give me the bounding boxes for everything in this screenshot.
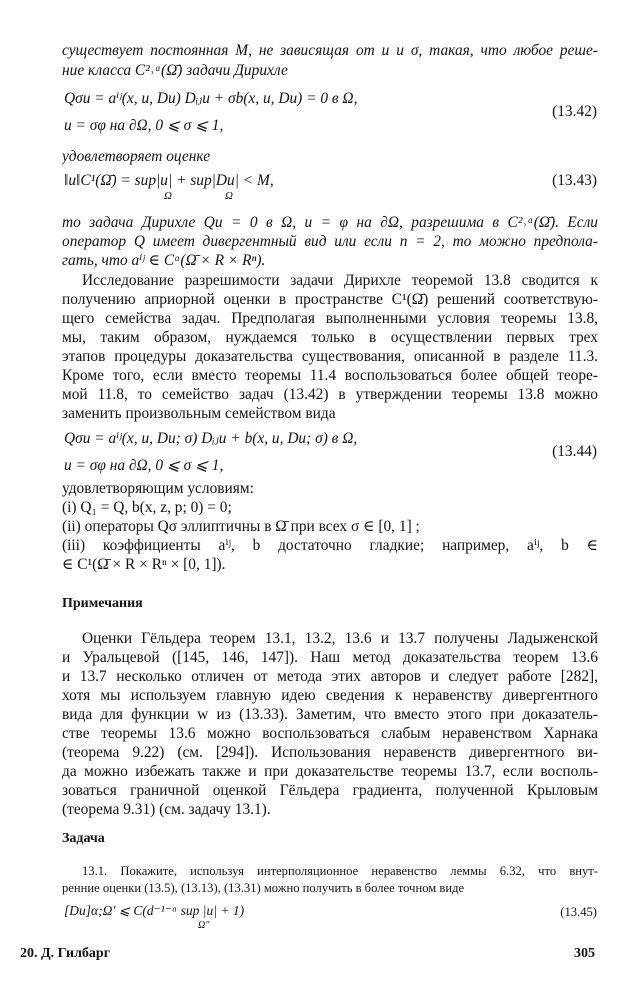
equation-13-43-sub-2: Ω bbox=[225, 190, 233, 202]
condition-ii: (ii) операторы Qσ эллиптичны в Ω̄ при всех σ ∈ [0, 1] ; bbox=[62, 518, 420, 535]
notes-line-2: и Уральцевой ([145, 146, 147]). Наш метод доказательства теорем 13.6 bbox=[62, 649, 598, 666]
paragraph-1-line-7: мой 11.8, то семейство задач (13.42) в утверждении теоремы 13.8 можно bbox=[62, 386, 598, 403]
equation-13-43-sub-1: Ω bbox=[164, 190, 172, 202]
problem-heading: Задача bbox=[62, 831, 105, 846]
notes-line-1: Оценки Гёльдера теорем 13.1, 13.2, 13.6 и 13.7 получены Ладыженской bbox=[82, 630, 598, 647]
equation-number-13-42: (13.42) bbox=[552, 103, 597, 120]
notes-heading: Примечания bbox=[62, 596, 143, 611]
conditions-intro: удовлетворяющим условиям: bbox=[62, 480, 254, 497]
paragraph-1-line-2: получению априорной оценки в пространстве C¹(Ω̄) решений соответствую- bbox=[62, 291, 598, 308]
equation-13-42-line-2: u = σφ на ∂Ω, 0 ⩽ σ ⩽ 1, bbox=[64, 117, 224, 134]
equation-number-13-45: (13.45) bbox=[560, 905, 597, 919]
notes-line-5: вида для функции w из (13.33). Заметим, что вместо этого при доказатель- bbox=[62, 706, 598, 723]
notes-line-3: и 13.7 несколько отличен от метода этих авторов и следует работе [282], bbox=[62, 668, 598, 685]
condition-iii-continued: ∈ C¹(Ω̄ × R × Rⁿ × [0, 1]). bbox=[62, 556, 226, 573]
notes-line-7: (теорема 9.22) (см. [294]). Использования неравенств дивергентного ви- bbox=[62, 744, 598, 761]
problem-line-2: ренние оценки (13.5), (13.13), (13.31) можно получить в более точном виде bbox=[62, 881, 465, 895]
problem-line-1: 13.1. Покажите, используя интерполяционное неравенство леммы 6.32, что внут- bbox=[82, 864, 598, 878]
notes-line-6: стве теоремы 13.6 можно воспользоваться слабым неравенством Харнака bbox=[62, 725, 598, 742]
paragraph-1-line-1: Исследование разрешимости задачи Дирихле теоремой 13.8 сводится к bbox=[82, 272, 598, 289]
notes-line-10: (теорема 9.31) (см. задачу 13.1). bbox=[62, 801, 271, 818]
paragraph-1-line-4: мы, таким образом, нуждаемся только в осуществлении первых трех bbox=[62, 329, 598, 346]
conclusion-line-1: то задача Дирихле Qu = 0 в Ω, u = φ на ∂Ω, разрешима в C²˒ᵅ(Ω̄). Если bbox=[62, 214, 598, 231]
theorem-line-2: ние класса C²˒ᵅ(Ω̄) задачи Дирихле bbox=[62, 62, 288, 79]
paragraph-1-line-8: заменить произвольным семейством вида bbox=[62, 405, 336, 422]
condition-i: (i) Q₁ = Q, b(x, z, p; 0) = 0; bbox=[62, 499, 232, 516]
paragraph-1-line-6: Кроме того, если вместо теоремы 11.4 воспользоваться более общей теоре- bbox=[62, 367, 598, 384]
theorem-line-1: существует постоянная M, не зависящая от u и σ, такая, что любое реше- bbox=[62, 42, 598, 59]
equation-number-13-44: (13.44) bbox=[552, 443, 597, 460]
paragraph-1-line-3: щего семейства задач. Предполагая выполненными условия теоремы 13.8, bbox=[62, 310, 598, 327]
notes-line-8: да можно избежать также и при доказательстве теоремы 13.7, если восполь- bbox=[62, 763, 598, 780]
equation-13-45-sub: Ω″ bbox=[198, 920, 210, 931]
equation-13-44-line-2: u = σφ на ∂Ω, 0 ⩽ σ ⩽ 1, bbox=[64, 457, 224, 474]
conclusion-line-2: оператор Q имеет дивергентный вид или если n = 2, то можно предпола- bbox=[62, 233, 598, 250]
footer-signature: 20. Д. Гилбарг bbox=[20, 946, 111, 961]
page-number: 305 bbox=[574, 946, 595, 961]
equation-13-45: [Du]α;Ω′ ⩽ C(d⁻¹⁻ᵅ sup |u| + 1) bbox=[64, 903, 245, 918]
paragraph-1-line-5: этапов процедуры доказательства существования, описанной в разделе 11.3. bbox=[62, 348, 598, 365]
notes-line-4: хотя мы используем главную идею сведения к неравенству дивергентного bbox=[62, 687, 598, 704]
equation-13-42-line-1: Qσu = aⁱʲ(x, u, Du) Dᵢⱼu + σb(x, u, Du) = 0 в Ω, bbox=[64, 90, 358, 107]
equation-13-43: ‖u‖C¹(Ω̄) = sup|u| + sup|Du| < M, bbox=[64, 172, 274, 189]
satisfies-text: удовлетворяет оценке bbox=[62, 148, 211, 165]
conclusion-line-3: гать, что aⁱʲ ∈ Cᵅ(Ω̄ × R × Rⁿ). bbox=[62, 252, 266, 269]
condition-iii: (iii) коэффициенты aⁱʲ, b достаточно гладкие; например, aⁱʲ, b ∈ bbox=[62, 537, 598, 554]
equation-13-44-line-1: Qσu = aⁱʲ(x, u, Du; σ) Dᵢⱼu + b(x, u, Du; σ) в Ω, bbox=[64, 430, 358, 447]
equation-number-13-43: (13.43) bbox=[552, 172, 597, 189]
notes-line-9: зоваться граничной оценкой Гёльдера градиента, полученной Крыловым bbox=[62, 782, 598, 799]
